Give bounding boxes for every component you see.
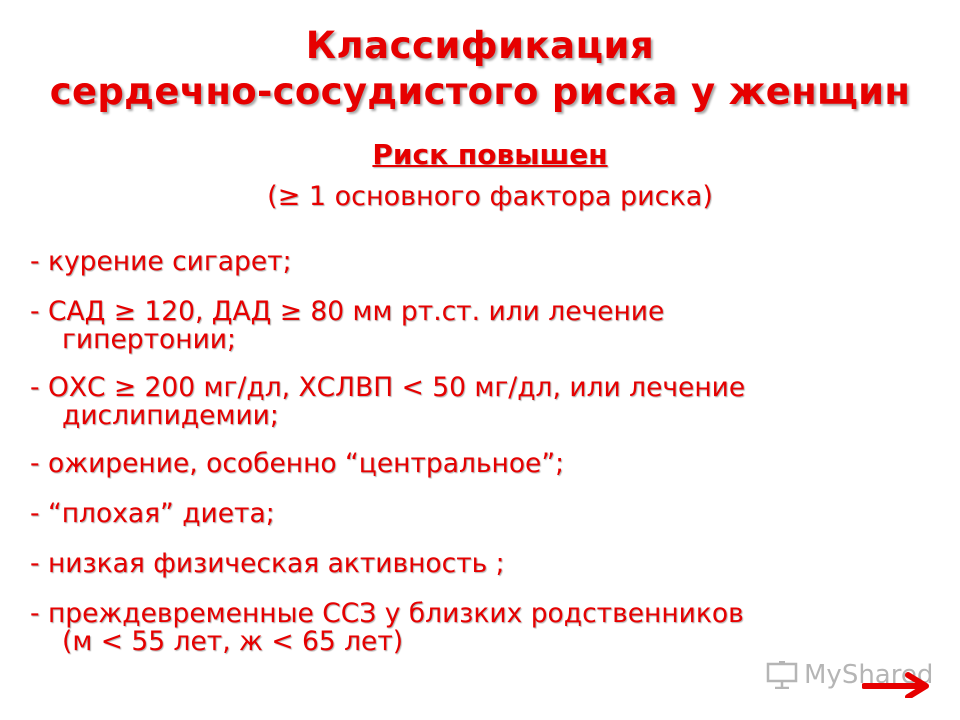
arrow-right-icon[interactable]: [862, 670, 932, 698]
list-item-continuation: дислипидемии;: [62, 400, 279, 431]
watermark-text: MyShared: [804, 660, 934, 690]
risk-heading: Риск повышен: [372, 138, 608, 171]
list-item-text: - преждевременные ССЗ у близких родственников: [30, 598, 744, 629]
list-item: [30, 248, 930, 276]
list-item-text: - САД ≥ 120, ДАД ≥ 80 мм рт.ст. или лечение: [30, 296, 665, 327]
list-item: [30, 550, 930, 578]
list-item-text: - “плохая” диета;: [30, 498, 275, 529]
list-item: [30, 298, 930, 354]
list-item-text: - курение сигарет;: [30, 246, 292, 277]
list-item-text: - ожирение, особенно “центральное”;: [30, 448, 564, 479]
list-item: [30, 500, 930, 528]
slide-title-line-2: сердечно-сосудистого риска у женщин: [49, 70, 911, 113]
slide-title-line-1: Классификация: [305, 24, 655, 67]
list-item: [30, 374, 930, 430]
list-item-text: - ОХС ≥ 200 мг/дл, ХСЛВП < 50 мг/дл, или лечение: [30, 372, 746, 403]
risk-note: (≥ 1 основного фактора риска): [267, 181, 713, 212]
list-item: [30, 450, 930, 478]
list-item-continuation: (м < 55 лет, ж < 65 лет): [62, 626, 404, 657]
list-item: [30, 600, 930, 656]
projector-screen-icon: [766, 661, 798, 689]
list-item-continuation: гипертонии;: [62, 324, 236, 355]
list-item-text: - низкая физическая активность ;: [30, 548, 505, 579]
